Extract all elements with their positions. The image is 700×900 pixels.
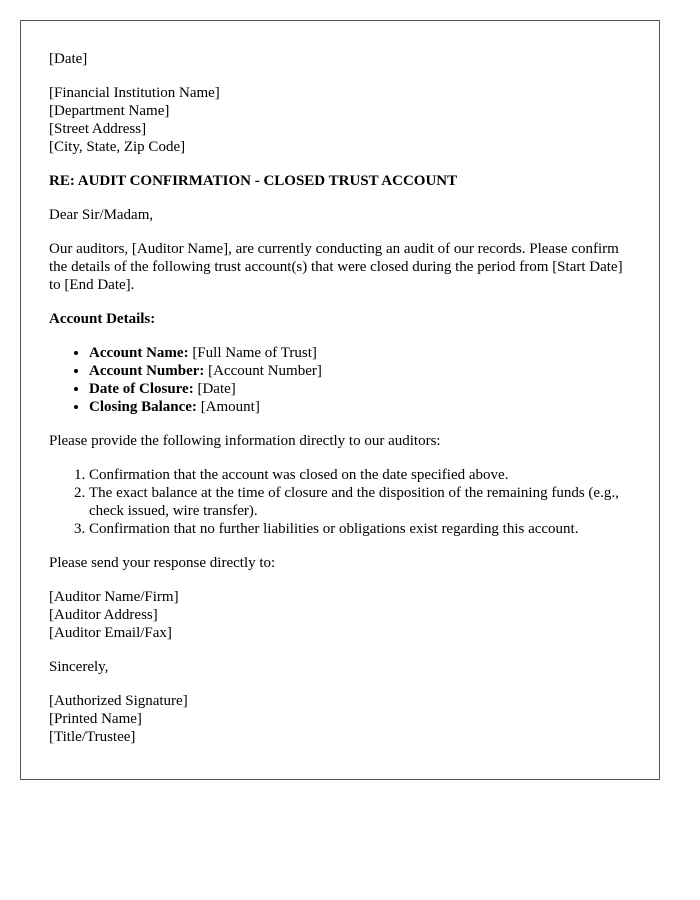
list-item [89,380,631,398]
list-item [89,362,631,380]
detail-label: Account Number: [89,363,205,379]
subject-line: RE: AUDIT CONFIRMATION - CLOSED TRUST ACCOUNT [49,173,458,189]
auditor-name: [Auditor Name/Firm] [49,589,179,605]
account-details-heading: Account Details: [49,311,156,327]
request-intro: Please provide the following information directly to our auditors: [49,433,441,449]
signature-block [49,692,631,746]
printed-name: [Printed Name] [49,711,142,727]
detail-label: Closing Balance: [89,399,197,415]
closing: Sincerely, [49,659,109,675]
recipient-department: [Department Name] [49,103,170,119]
authorized-signature: [Authorized Signature] [49,693,188,709]
auditor-street: [Auditor Address] [49,607,158,623]
auditor-contact: [Auditor Email/Fax] [49,625,172,641]
recipient-address [49,84,631,156]
recipient-street: [Street Address] [49,121,147,137]
letter-date: [Date] [49,51,88,67]
detail-label: Account Name: [89,345,189,361]
recipient-institution: [Financial Institution Name] [49,85,220,101]
list-item: 3. Confirmation that no further liabilities or obligations exist regarding this account. [89,520,631,538]
request-list [49,466,631,538]
letter-page [20,20,660,780]
list-item: 1. Confirmation that the account was closed on the date specified above. [89,466,631,484]
recipient-city: [City, State, Zip Code] [49,139,186,155]
list-item [89,398,631,416]
account-details-list [49,344,631,416]
signer-title: [Title/Trustee] [49,729,136,745]
salutation: Dear Sir/Madam, [49,207,154,223]
auditor-address [49,588,631,642]
detail-value: [Full Name of Trust] [188,345,317,361]
list-item: 2. The exact balance at the time of closure and the disposition of the remaining funds (e.g., check issued, wire transfer). [89,484,631,520]
send-to-intro: Please send your response directly to: [49,555,276,571]
list-item [89,344,631,362]
detail-value: [Date] [193,381,236,397]
detail-value: [Amount] [196,399,260,415]
detail-value: [Account Number] [204,363,322,379]
detail-label: Date of Closure: [89,381,194,397]
intro-paragraph: Our auditors, [Auditor Name], are currently conducting an audit of our records. Please confirm the details of the following trust account(s) that were closed during the period from [Start Date] to [End Date]. [49,241,623,293]
